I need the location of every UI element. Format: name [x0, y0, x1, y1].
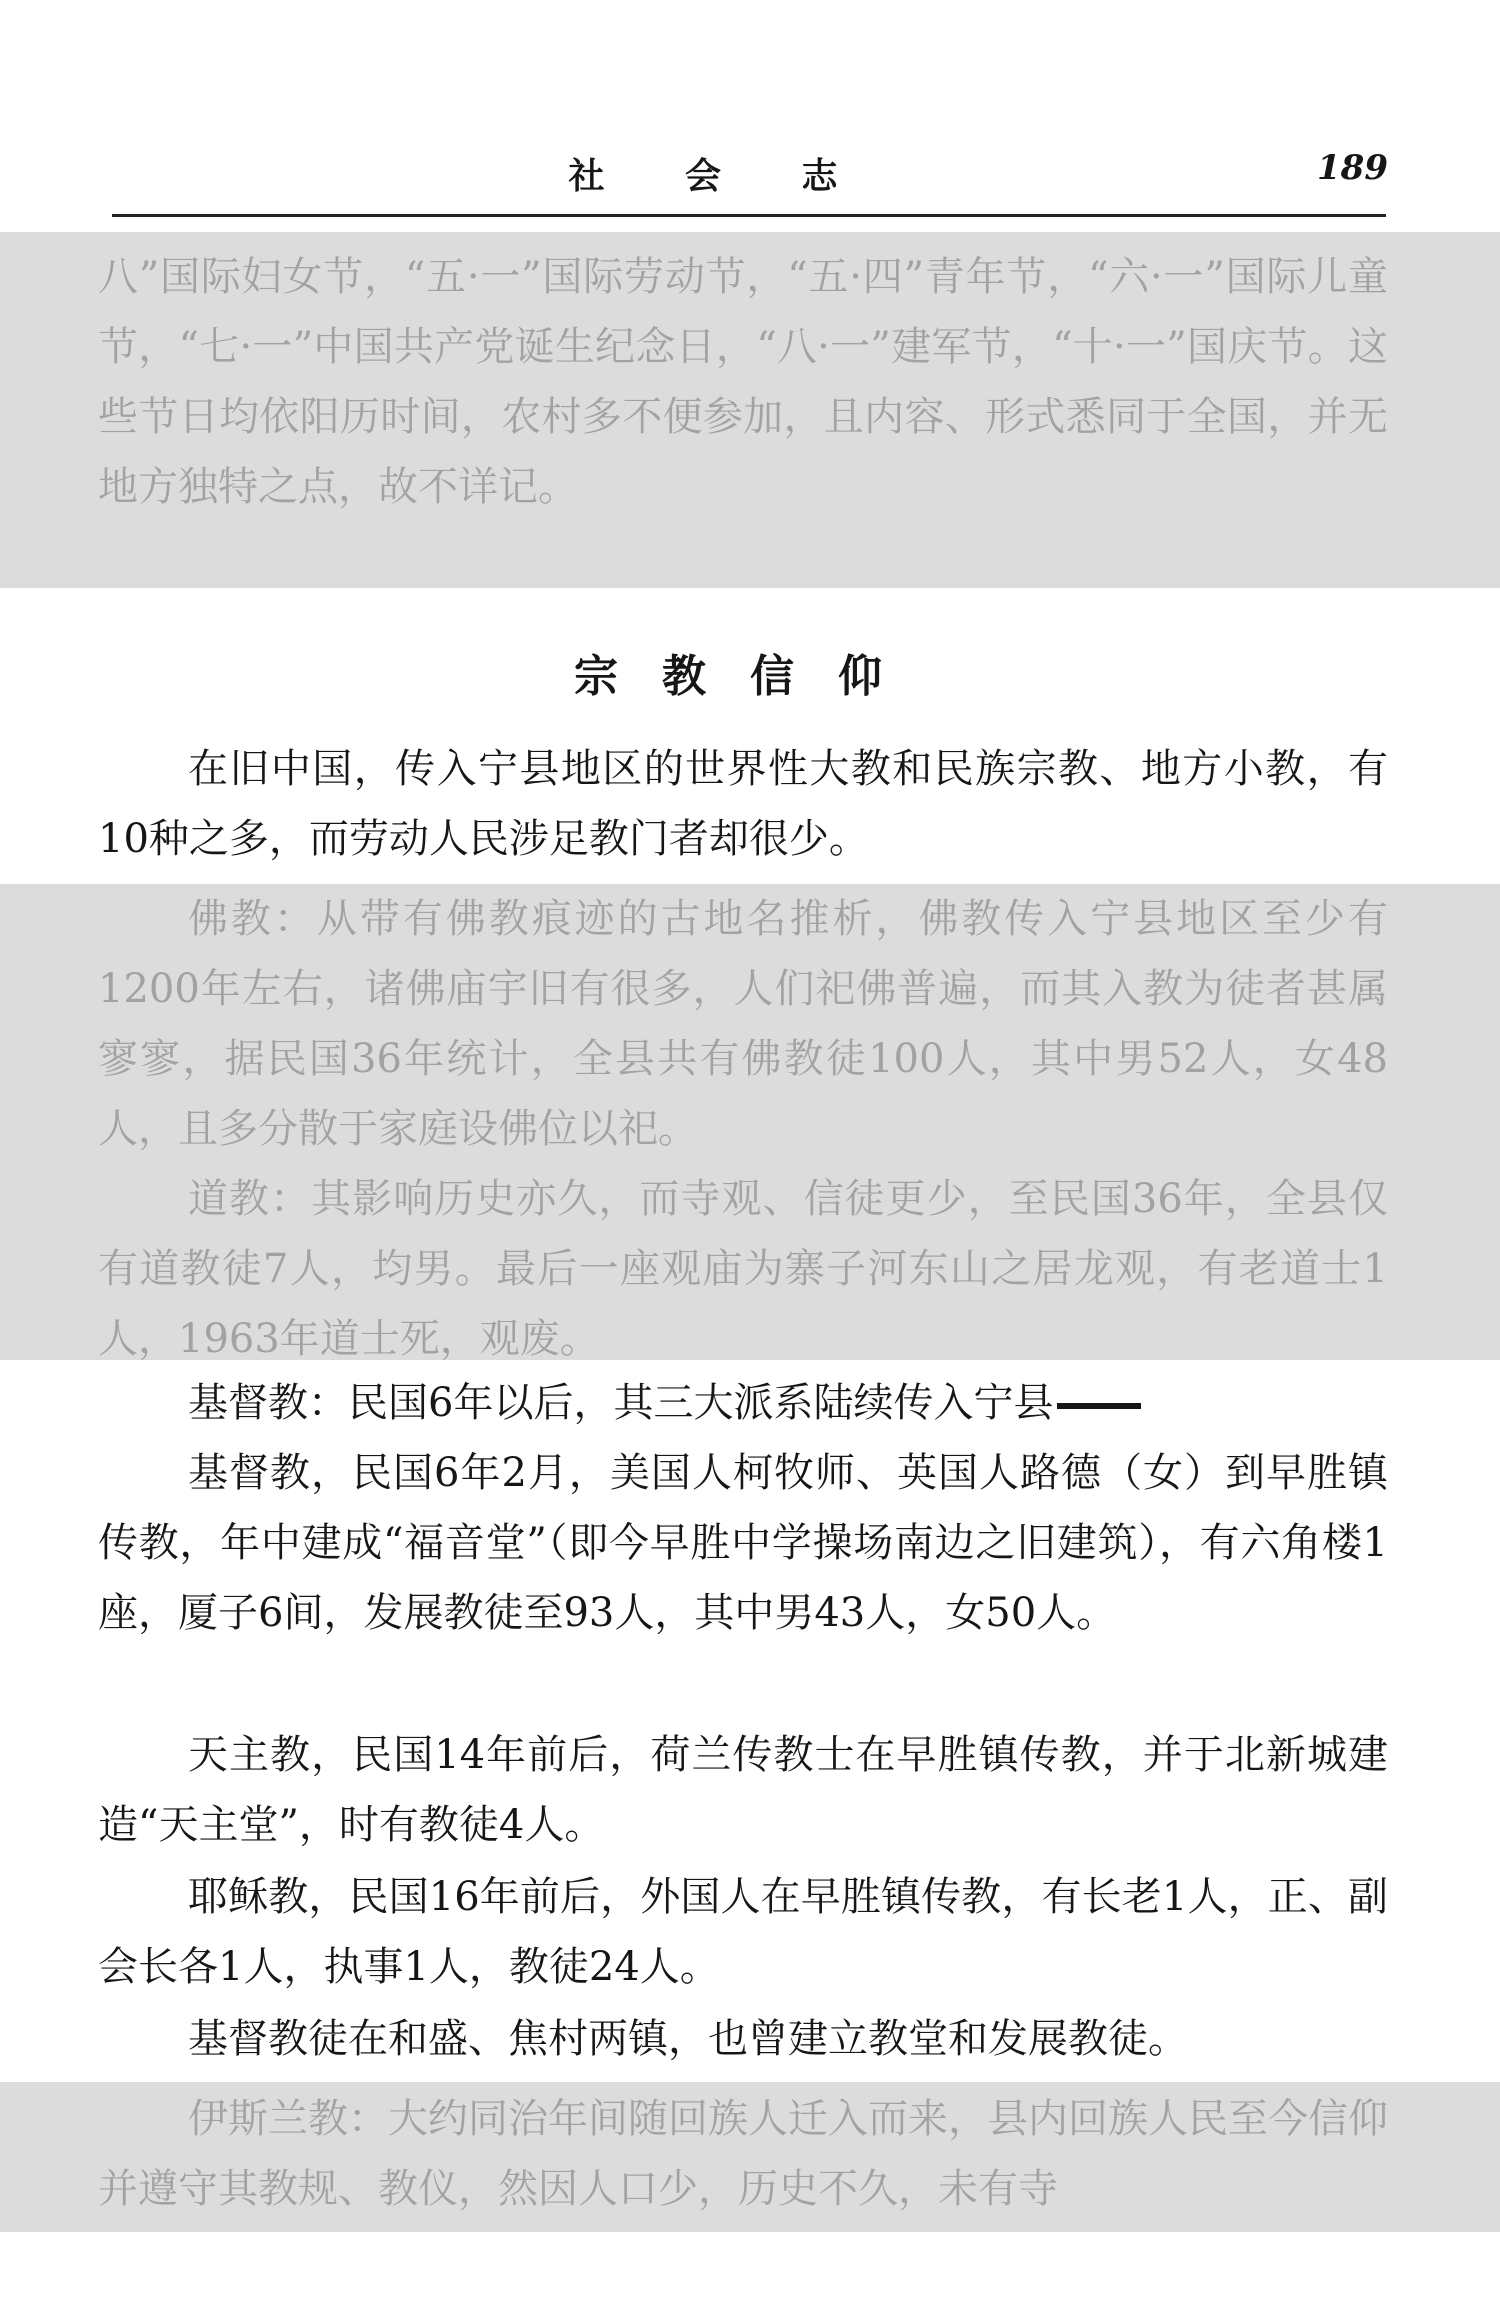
islam-paragraph: 伊斯兰教：大约同治年间随回族人迁入而来，县内回族人民至今信仰并遵守其教规、教仪，然因人口少，历史不久，未有寺 [98, 2096, 1388, 2212]
protestant-paragraph: 基督教，民国6年2月，美国人柯牧师、英国人路德（女）到早胜镇传教，年中建成“福音堂”（即今早胜中学操场南边之旧建筑），有六角楼1座，厦子6间，发展教徒至93人，其中男43人，女50人。 [98, 1450, 1388, 1636]
christianity-intro-paragraph [98, 1368, 1388, 1438]
em-dash-line [1057, 1403, 1141, 1409]
catholicism-paragraph: 天主教，民国14年前后，荷兰传教士在早胜镇传教，并于北新城建造“天主堂”，时有教徒4人。 [98, 1732, 1388, 1848]
page-header [0, 0, 1500, 230]
holidays-paragraph: 八”国际妇女节，“五·一”国际劳动节，“五·四”青年节，“六·一”国际儿童节，“七·一”中国共产党诞生纪念日，“八·一”建军节，“十·一”国庆节。这些节日均依阳历时间，农村多不便参加，且内容、形式悉同于全国，并无地方独特之点，故不详记。 [98, 254, 1388, 510]
religion-intro-paragraph: 在旧中国，传入宁县地区的世界性大教和民族宗教、地方小教，有10种之多，而劳动人民涉足教门者却很少。 [98, 746, 1388, 862]
section-title: 宗教信仰 [574, 651, 926, 702]
running-title: 社 会 志 [568, 155, 872, 197]
taoism-paragraph: 道教：其影响历史亦久，而寺观、信徒更少，至民国36年，全县仅有道教徒7人，均男。最后一座观庙为寨子河东山之居龙观，有老道士1人，1963年道士死，观废。 [98, 1176, 1388, 1362]
buddhism-paragraph: 佛教：从带有佛教痕迹的古地名推析，佛教传入宁县地区至少有1200年左右，诸佛庙宇旧有很多，人们祀佛普遍，而其入教为徒者甚属寥寥，据民国36年统计，全县共有佛教徒100人，其中男52人，女48人，且多分散于家庭设佛位以祀。 [98, 896, 1388, 1152]
shaded-block-islam [0, 2082, 1500, 2232]
page-number: 189 [1317, 148, 1388, 188]
shaded-block-buddhism-taoism [0, 884, 1500, 1360]
christianity-intro-text: 基督教：民国6年以后，其三大派系陆续传入宁县 [188, 1380, 1054, 1426]
shaded-block-holidays [0, 232, 1500, 588]
jesus-church-paragraph: 耶稣教，民国16年前后，外国人在早胜镇传教，有长老1人，正、副会长各1人，执事1人，教徒24人。 [98, 1874, 1388, 1990]
christian-other-paragraph: 基督教徒在和盛、焦村两镇，也曾建立教堂和发展教徒。 [188, 2016, 1188, 2062]
header-rule [112, 214, 1386, 217]
